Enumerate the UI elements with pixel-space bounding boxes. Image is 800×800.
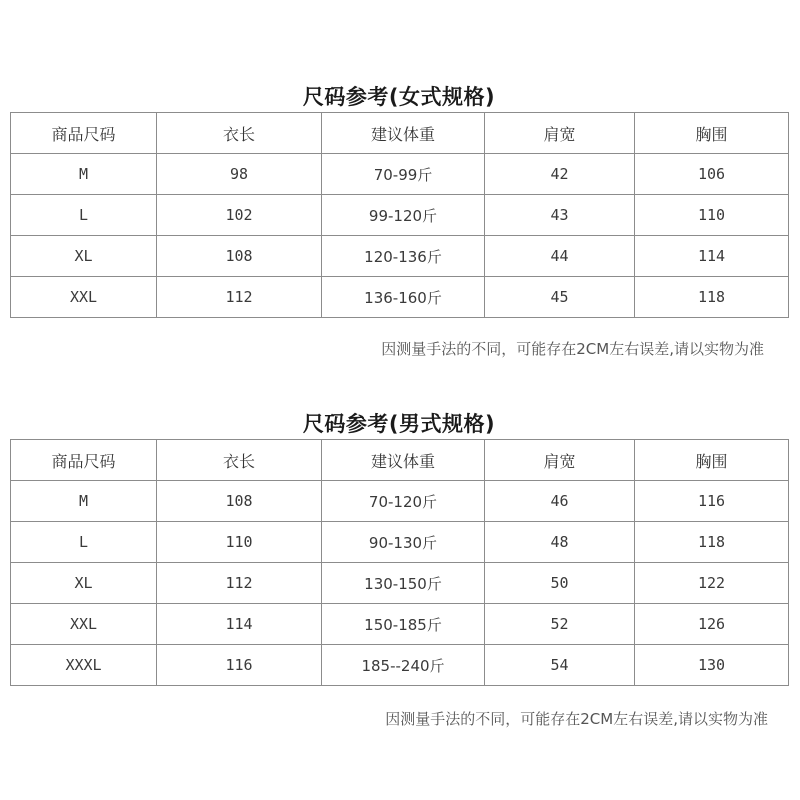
header-shoulder: 肩宽 xyxy=(485,113,635,154)
cell-chest: 130 xyxy=(635,645,789,686)
cell-length: 112 xyxy=(157,277,322,318)
cell-weight: 90-130斤 xyxy=(322,522,485,563)
cell-weight: 130-150斤 xyxy=(322,563,485,604)
cell-size: XL xyxy=(11,563,157,604)
cell-shoulder: 52 xyxy=(485,604,635,645)
cell-weight: 120-136斤 xyxy=(322,236,485,277)
cell-length: 110 xyxy=(157,522,322,563)
cell-shoulder: 42 xyxy=(485,154,635,195)
cell-size: M xyxy=(11,154,157,195)
cell-length: 98 xyxy=(157,154,322,195)
cell-length: 108 xyxy=(157,236,322,277)
cell-length: 114 xyxy=(157,604,322,645)
table-row xyxy=(11,277,789,318)
cell-length: 108 xyxy=(157,481,322,522)
cell-chest: 110 xyxy=(635,195,789,236)
header-length: 衣长 xyxy=(157,440,322,481)
cell-size: XXXL xyxy=(11,645,157,686)
table-row xyxy=(11,604,789,645)
cell-length: 102 xyxy=(157,195,322,236)
cell-weight: 185--240斤 xyxy=(322,645,485,686)
table-row xyxy=(11,236,789,277)
cell-size: XL xyxy=(11,236,157,277)
cell-shoulder: 54 xyxy=(485,645,635,686)
women-size-table xyxy=(10,112,789,318)
cell-size: M xyxy=(11,481,157,522)
header-chest: 胸围 xyxy=(635,113,789,154)
header-chest: 胸围 xyxy=(635,440,789,481)
cell-weight: 136-160斤 xyxy=(322,277,485,318)
cell-shoulder: 48 xyxy=(485,522,635,563)
cell-weight: 99-120斤 xyxy=(322,195,485,236)
men-size-table xyxy=(10,439,789,686)
women-size-note: 因测量手法的不同，可能存在2CM左右误差,请以实物为准 xyxy=(381,340,764,358)
cell-chest: 126 xyxy=(635,604,789,645)
table-header-row xyxy=(11,440,789,481)
header-weight: 建议体重 xyxy=(322,113,485,154)
cell-shoulder: 46 xyxy=(485,481,635,522)
cell-length: 112 xyxy=(157,563,322,604)
cell-chest: 118 xyxy=(635,522,789,563)
cell-weight: 150-185斤 xyxy=(322,604,485,645)
cell-size: XXL xyxy=(11,277,157,318)
table-row xyxy=(11,645,789,686)
header-shoulder: 肩宽 xyxy=(485,440,635,481)
table-row xyxy=(11,522,789,563)
header-size: 商品尺码 xyxy=(11,440,157,481)
cell-size: XXL xyxy=(11,604,157,645)
women-size-section xyxy=(10,82,788,360)
header-weight: 建议体重 xyxy=(322,440,485,481)
cell-shoulder: 50 xyxy=(485,563,635,604)
cell-length: 116 xyxy=(157,645,322,686)
men-size-section xyxy=(10,409,788,730)
cell-chest: 116 xyxy=(635,481,789,522)
cell-weight: 70-99斤 xyxy=(322,154,485,195)
table-row xyxy=(11,195,789,236)
table-row xyxy=(11,481,789,522)
cell-size: L xyxy=(11,522,157,563)
header-size: 商品尺码 xyxy=(11,113,157,154)
cell-chest: 118 xyxy=(635,277,789,318)
men-size-note: 因测量手法的不同，可能存在2CM左右误差,请以实物为准 xyxy=(385,710,768,728)
cell-shoulder: 44 xyxy=(485,236,635,277)
table-row xyxy=(11,563,789,604)
table-header-row xyxy=(11,113,789,154)
header-length: 衣长 xyxy=(157,113,322,154)
cell-size: L xyxy=(11,195,157,236)
cell-chest: 122 xyxy=(635,563,789,604)
women-size-title: 尺码参考(女式规格) xyxy=(302,85,496,109)
men-size-title: 尺码参考(男式规格) xyxy=(302,412,496,436)
cell-shoulder: 43 xyxy=(485,195,635,236)
cell-shoulder: 45 xyxy=(485,277,635,318)
cell-weight: 70-120斤 xyxy=(322,481,485,522)
cell-chest: 114 xyxy=(635,236,789,277)
table-row xyxy=(11,154,789,195)
cell-chest: 106 xyxy=(635,154,789,195)
